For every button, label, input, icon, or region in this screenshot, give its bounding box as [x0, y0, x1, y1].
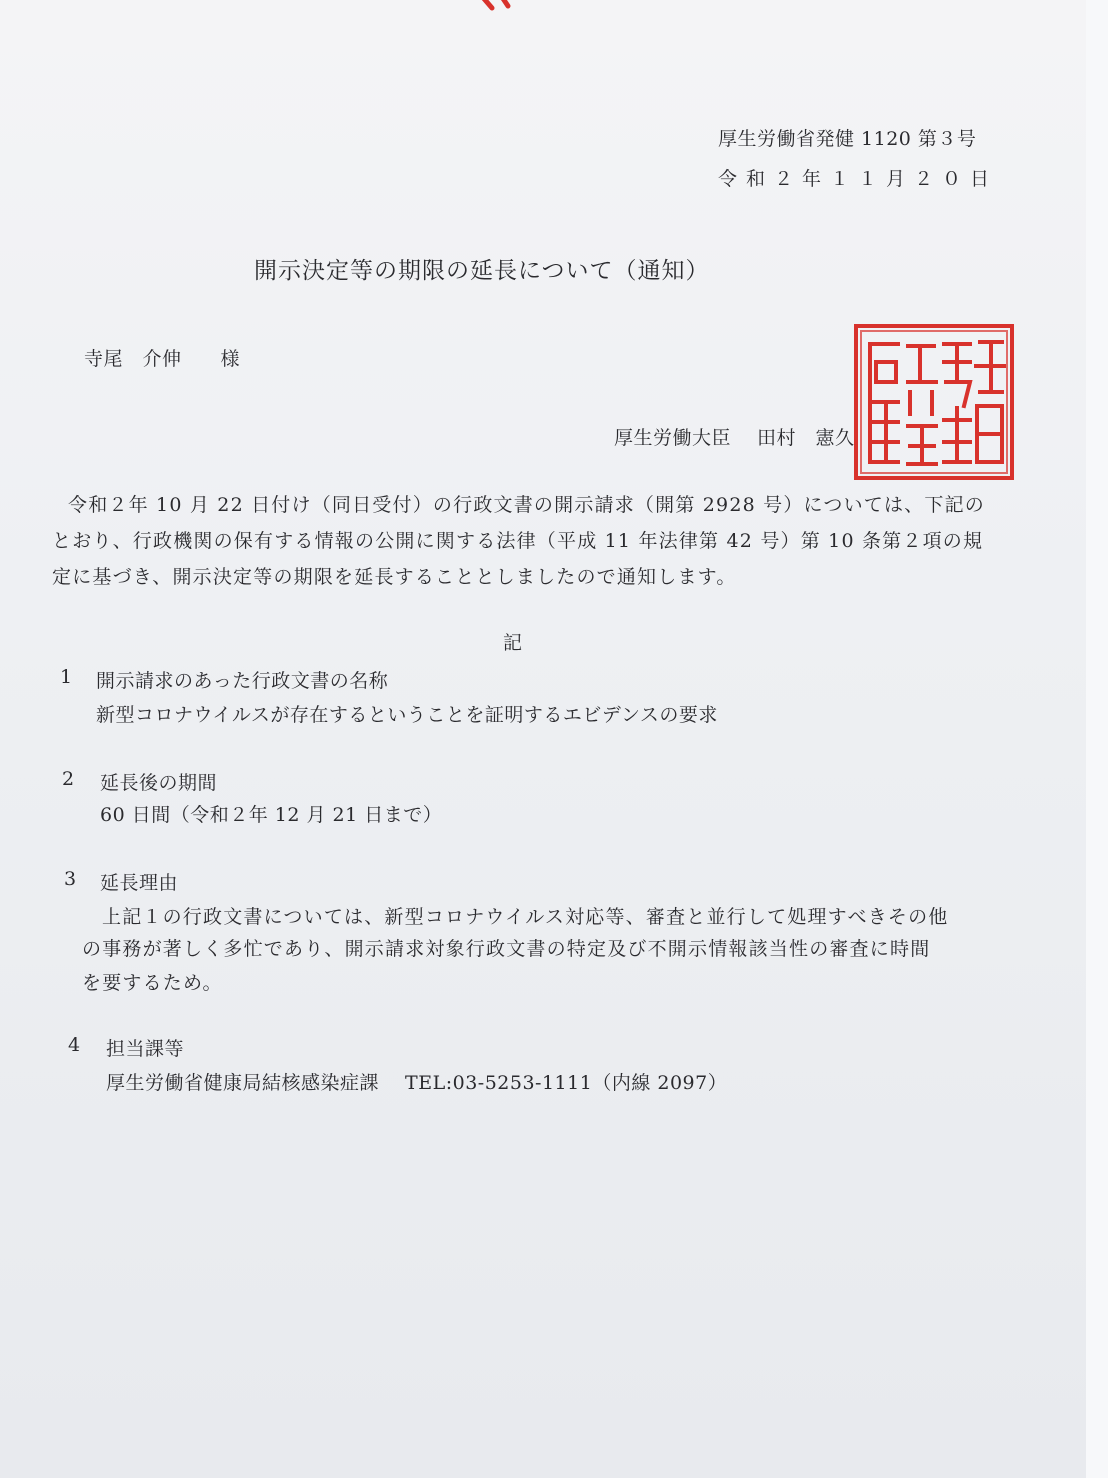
section-3-body-line-2: の事務が著しく多忙であり、開示請求対象行政文書の特定及び不開示情報該当性の審査に時間: [82, 938, 931, 960]
section-2-heading: 延長後の期間: [100, 772, 218, 794]
section-3-heading: 延長理由: [100, 872, 179, 894]
section-1-body: 新型コロナウイルスが存在するということを証明するエビデンスの要求: [96, 704, 718, 726]
section-4-heading: 担当課等: [106, 1038, 185, 1060]
body-line-3: 定に基づき、開示決定等の期限を延長することとしましたので通知します。: [52, 566, 737, 588]
ki-heading: 記: [503, 632, 523, 654]
section-4-body: 厚生労働省健康局結核感染症課 TEL:03-5253-1111（内線 2097）: [106, 1072, 728, 1094]
section-2-body: 60 日間（令和２年 12 月 21 日まで）: [100, 804, 443, 826]
sender-name: 厚生労働大臣 田村 憲久: [614, 427, 855, 449]
body-line-2: とおり、行政機関の保有する情報の公開に関する法律（平成 11 年法律第 42 号）第 10 条第２項の規: [52, 530, 984, 552]
section-1-heading: 開示請求のあった行政文書の名称: [96, 670, 389, 692]
body-line-1: 令和２年 10 月 22 日付け（同日受付）の行政文書の開示請求（開第 2928 号）については、下記の: [68, 494, 985, 516]
section-3-number: 3: [64, 868, 77, 890]
recipient-name: 寺尾 介伸 様: [84, 348, 241, 370]
section-2-number: 2: [62, 768, 75, 790]
red-stamp-fragment: [470, 0, 550, 14]
section-3-body-line-1: 上記１の行政文書については、新型コロナウイルス対応等、審査と並行して処理すべきその他: [102, 906, 949, 928]
section-1-number: 1: [60, 666, 73, 688]
document-title: 開示決定等の期限の延長について（通知）: [254, 258, 710, 284]
section-4-number: 4: [68, 1034, 81, 1056]
underlying-page-edge: [1086, 0, 1108, 1478]
section-3-body-line-3: を要するため。: [82, 972, 223, 994]
official-seal-icon: [852, 322, 1016, 482]
document-date: 令和２年１１月２０日: [718, 168, 999, 190]
document-number: 厚生労働省発健 1120 第３号: [718, 128, 977, 150]
